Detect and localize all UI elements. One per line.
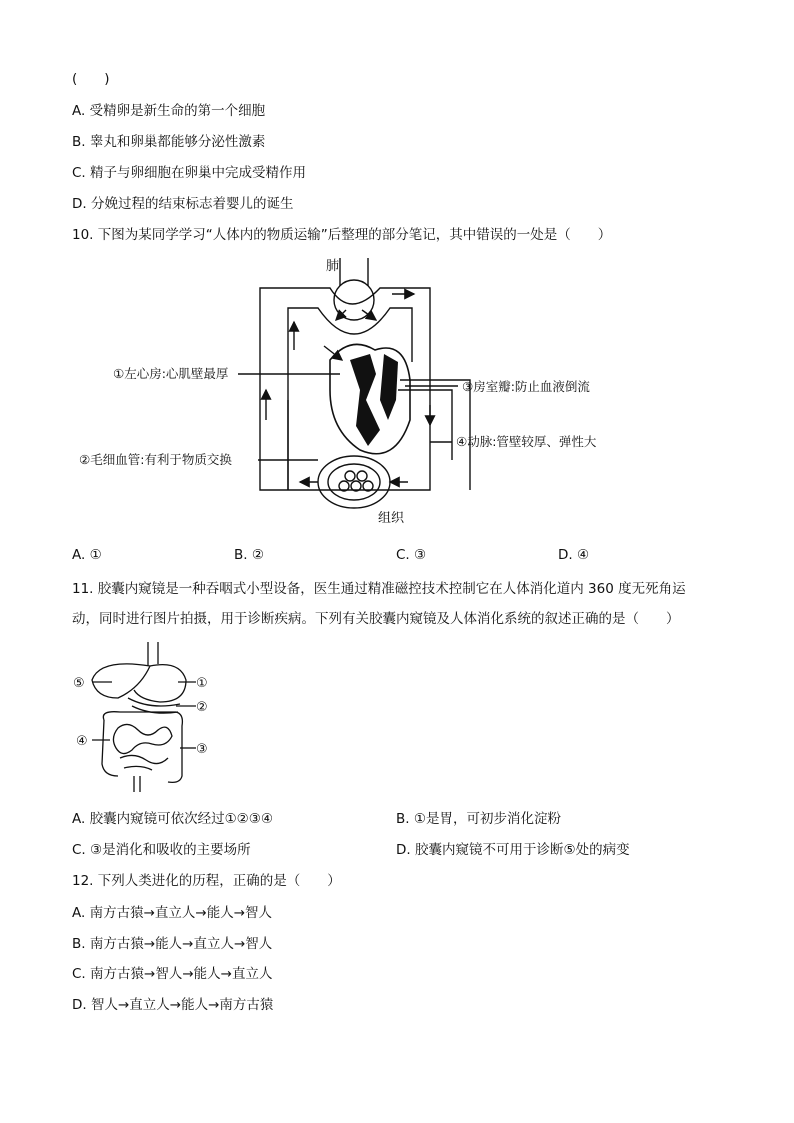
q11-stem-line1: 11. 胶囊内窥镜是一种吞咽式小型设备，医生通过精准磁控技术控制它在人体消化道内 360 度无死角运: [72, 581, 686, 597]
note-capillary: ②毛细血管:有利于物质交换: [79, 452, 232, 467]
q9-option-a: A. 受精卵是新生命的第一个细胞: [72, 103, 266, 119]
q11-option-a: A. 胶囊内窥镜可依次经过①②③④: [72, 811, 273, 827]
label-1: ①: [196, 676, 208, 691]
q10-option-c: C. ③: [396, 547, 427, 563]
q10-option-a: A. ①: [72, 547, 102, 563]
q10-option-b: B. ②: [234, 547, 264, 563]
q12-option-d: D. 智人→直立人→能人→南方古猿: [72, 997, 274, 1013]
q11-digestive-figure: [0, 636, 300, 796]
q9-option-c: C. 精子与卵细胞在卵巢中完成受精作用: [72, 165, 307, 181]
label-5: ⑤: [73, 676, 85, 691]
label-3: ③: [196, 742, 208, 757]
q9-option-d: D. 分娩过程的结束标志着婴儿的诞生: [72, 196, 294, 212]
q12-stem: 12. 下列人类进化的历程，正确的是（ ）: [72, 873, 341, 889]
note-left-atrium: ①左心房:心肌壁最厚: [113, 366, 229, 381]
q10-option-d: D. ④: [558, 547, 590, 563]
lung-label: 肺: [326, 259, 340, 274]
label-4: ④: [76, 734, 88, 749]
tissue-label: 组织: [378, 511, 405, 526]
q11-option-b: B. ①是胃，可初步消化淀粉: [396, 811, 561, 827]
q10-stem: 10. 下图为某同学学习“人体内的物质运输”后整理的部分笔记，其中错误的一处是（ ）: [72, 227, 612, 243]
q11-stem-line2: 动，同时进行图片拍摄，用于诊断疾病。下列有关胶囊内窥镜及人体消化系统的叙述正确的是（ ）: [72, 611, 680, 627]
q12-option-b: B. 南方古猿→能人→直立人→智人: [72, 936, 273, 952]
q12-option-c: C. 南方古猿→智人→能人→直立人: [72, 966, 273, 982]
q12-option-a: A. 南方古猿→直立人→能人→智人: [72, 905, 273, 921]
q9-option-b: B. 睾丸和卵巢都能够分泌性激素: [72, 134, 266, 150]
note-valve: ③房室瓣:防止血液倒流: [462, 379, 590, 394]
q10-circulation-figure: [0, 250, 794, 540]
q11-option-c: C. ③是消化和吸收的主要场所: [72, 842, 251, 858]
note-artery: ④动脉:管壁较厚、弹性大: [456, 434, 597, 449]
label-2: ②: [196, 700, 208, 715]
q11-option-d: D. 胶囊内窥镜不可用于诊断⑤处的病变: [396, 842, 630, 858]
q9-paren: ( ): [72, 71, 110, 87]
